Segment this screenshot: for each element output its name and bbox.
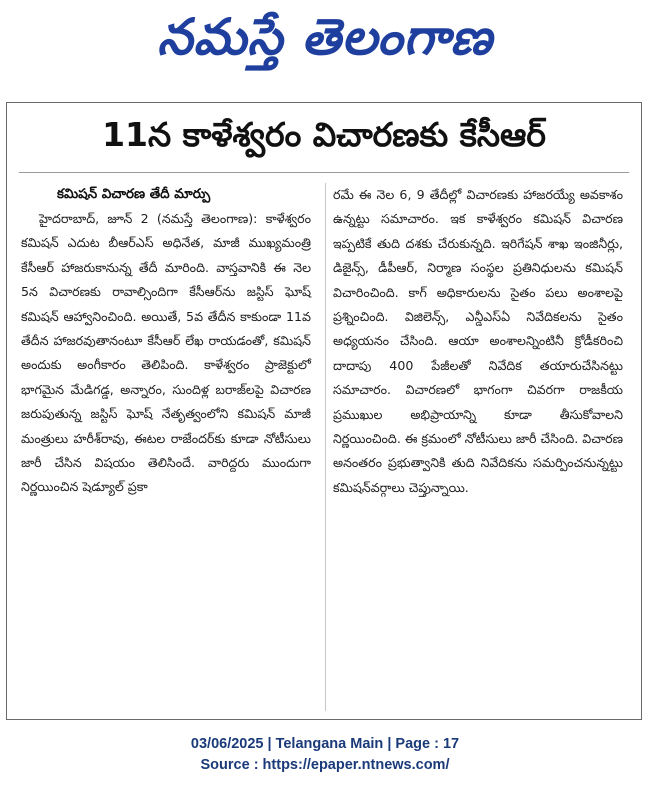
article-clipping xyxy=(6,102,642,720)
newspaper-masthead xyxy=(0,0,650,78)
masthead-title: నమస్తే తెలంగాణ xyxy=(157,8,493,66)
clipping-footer xyxy=(0,734,650,776)
column-divider xyxy=(325,183,326,711)
footer-source-link[interactable]: Source : https://epaper.ntnews.com/ xyxy=(200,757,450,773)
article-left-text: హైదరాబాద్, జూన్ 2 (నమస్తే తెలంగాణ): కాళేశ్వరం కమిషన్ ఎదుట బీఆర్ఎస్ అధినేత, మాజీ ముఖ్యమంత్రి కేసీఆర్ హాజరుకానున్న తేదీ మారింది. వాస్తవానికి ఈ నెల 5న విచారణకు రావాల్సిందిగా కేసీఆర్‌ను జస్టిస్ ఘోష్ కమిషన్ ఆహ్వానించింది. అయితే, 5వ తేదీన కాకుండా 11వ తేదీన హాజరవుతానంటూ కేసీఆర్ లేఖ రాయడంతో, కమిషన్ అందుకు అంగీకారం తెలిపింది. కాళేశ్వరం ప్రాజెక్టులో భాగమైన మేడిగడ్డ, అన్నారం, సుందిళ్ల బరాజ్‌లపై విచారణ జరుపుతున్న జస్టిస్ ఘోష్ నేతృత్వంలోని కమిషన్ మాజీ మంత్రులు హరీశ్‌రావు, ఈటల రాజేందర్‌కు కూడా నోటీసులు జారీ చేసిన విషయం తెలిసిందే. వారిద్దరు ముందుగా నిర్ణయించిన షెడ్యూల్ ప్రకా xyxy=(21,211,311,495)
article-headline: 11న కాళేశ్వరం విచారణకు కేసీఆర్ xyxy=(102,115,546,154)
article-left-column xyxy=(21,183,311,500)
headline-rule xyxy=(19,172,629,173)
article-right-text: రమే ఈ నెల 6, 9 తేదీల్లో విచారణకు హాజరయ్యే అవకాశం ఉన్నట్టు సమాచారం. ఇక కాళేశ్వరం కమిషన్ విచారణ ఇప్పటికే తుది దశకు చేరుకున్నది. ఇరిగేషన్ శాఖ ఇంజినీర్లు, డిజైన్స్, డీపీఆర్, నిర్మాణ సంస్థల ప్రతినిధులను కమిషన్ విచారించింది. కాగ్ అధికారులను సైతం పలు అంశాలపై ప్రశ్నించింది. విజిలెన్స్, ఎన్డీఎస్ఏ నివేదికలను సైతం అధ్యయనం చేసింది. ఆయా అంశాలన్నింటినీ క్రోడీకరించి దాదాపు 400 పేజీలతో నివేదిక తయారుచేసినట్టు సమాచారం. విచారణలో భాగంగా చివరగా రాజకీయ ప్రముఖుల అభిప్రాయాన్ని కూడా తీసుకోవాలని నిర్ణయించింది. ఈ క్రమంలో నోటీసులు జారీ చేసింది. విచారణ అనంతరం ప్రభుత్వానికి తుది నివేదికను సమర్పించనున్నట్టు కమిషన్‌వర్గాలు చెప్తున్నాయి. xyxy=(333,187,623,495)
article-right-column xyxy=(333,183,623,500)
article-subhead: కమిషన్ విచారణ తేదీ మార్పు xyxy=(57,187,211,202)
footer-date-edition-page: 03/06/2025 | Telangana Main | Page : 17 xyxy=(190,736,460,752)
